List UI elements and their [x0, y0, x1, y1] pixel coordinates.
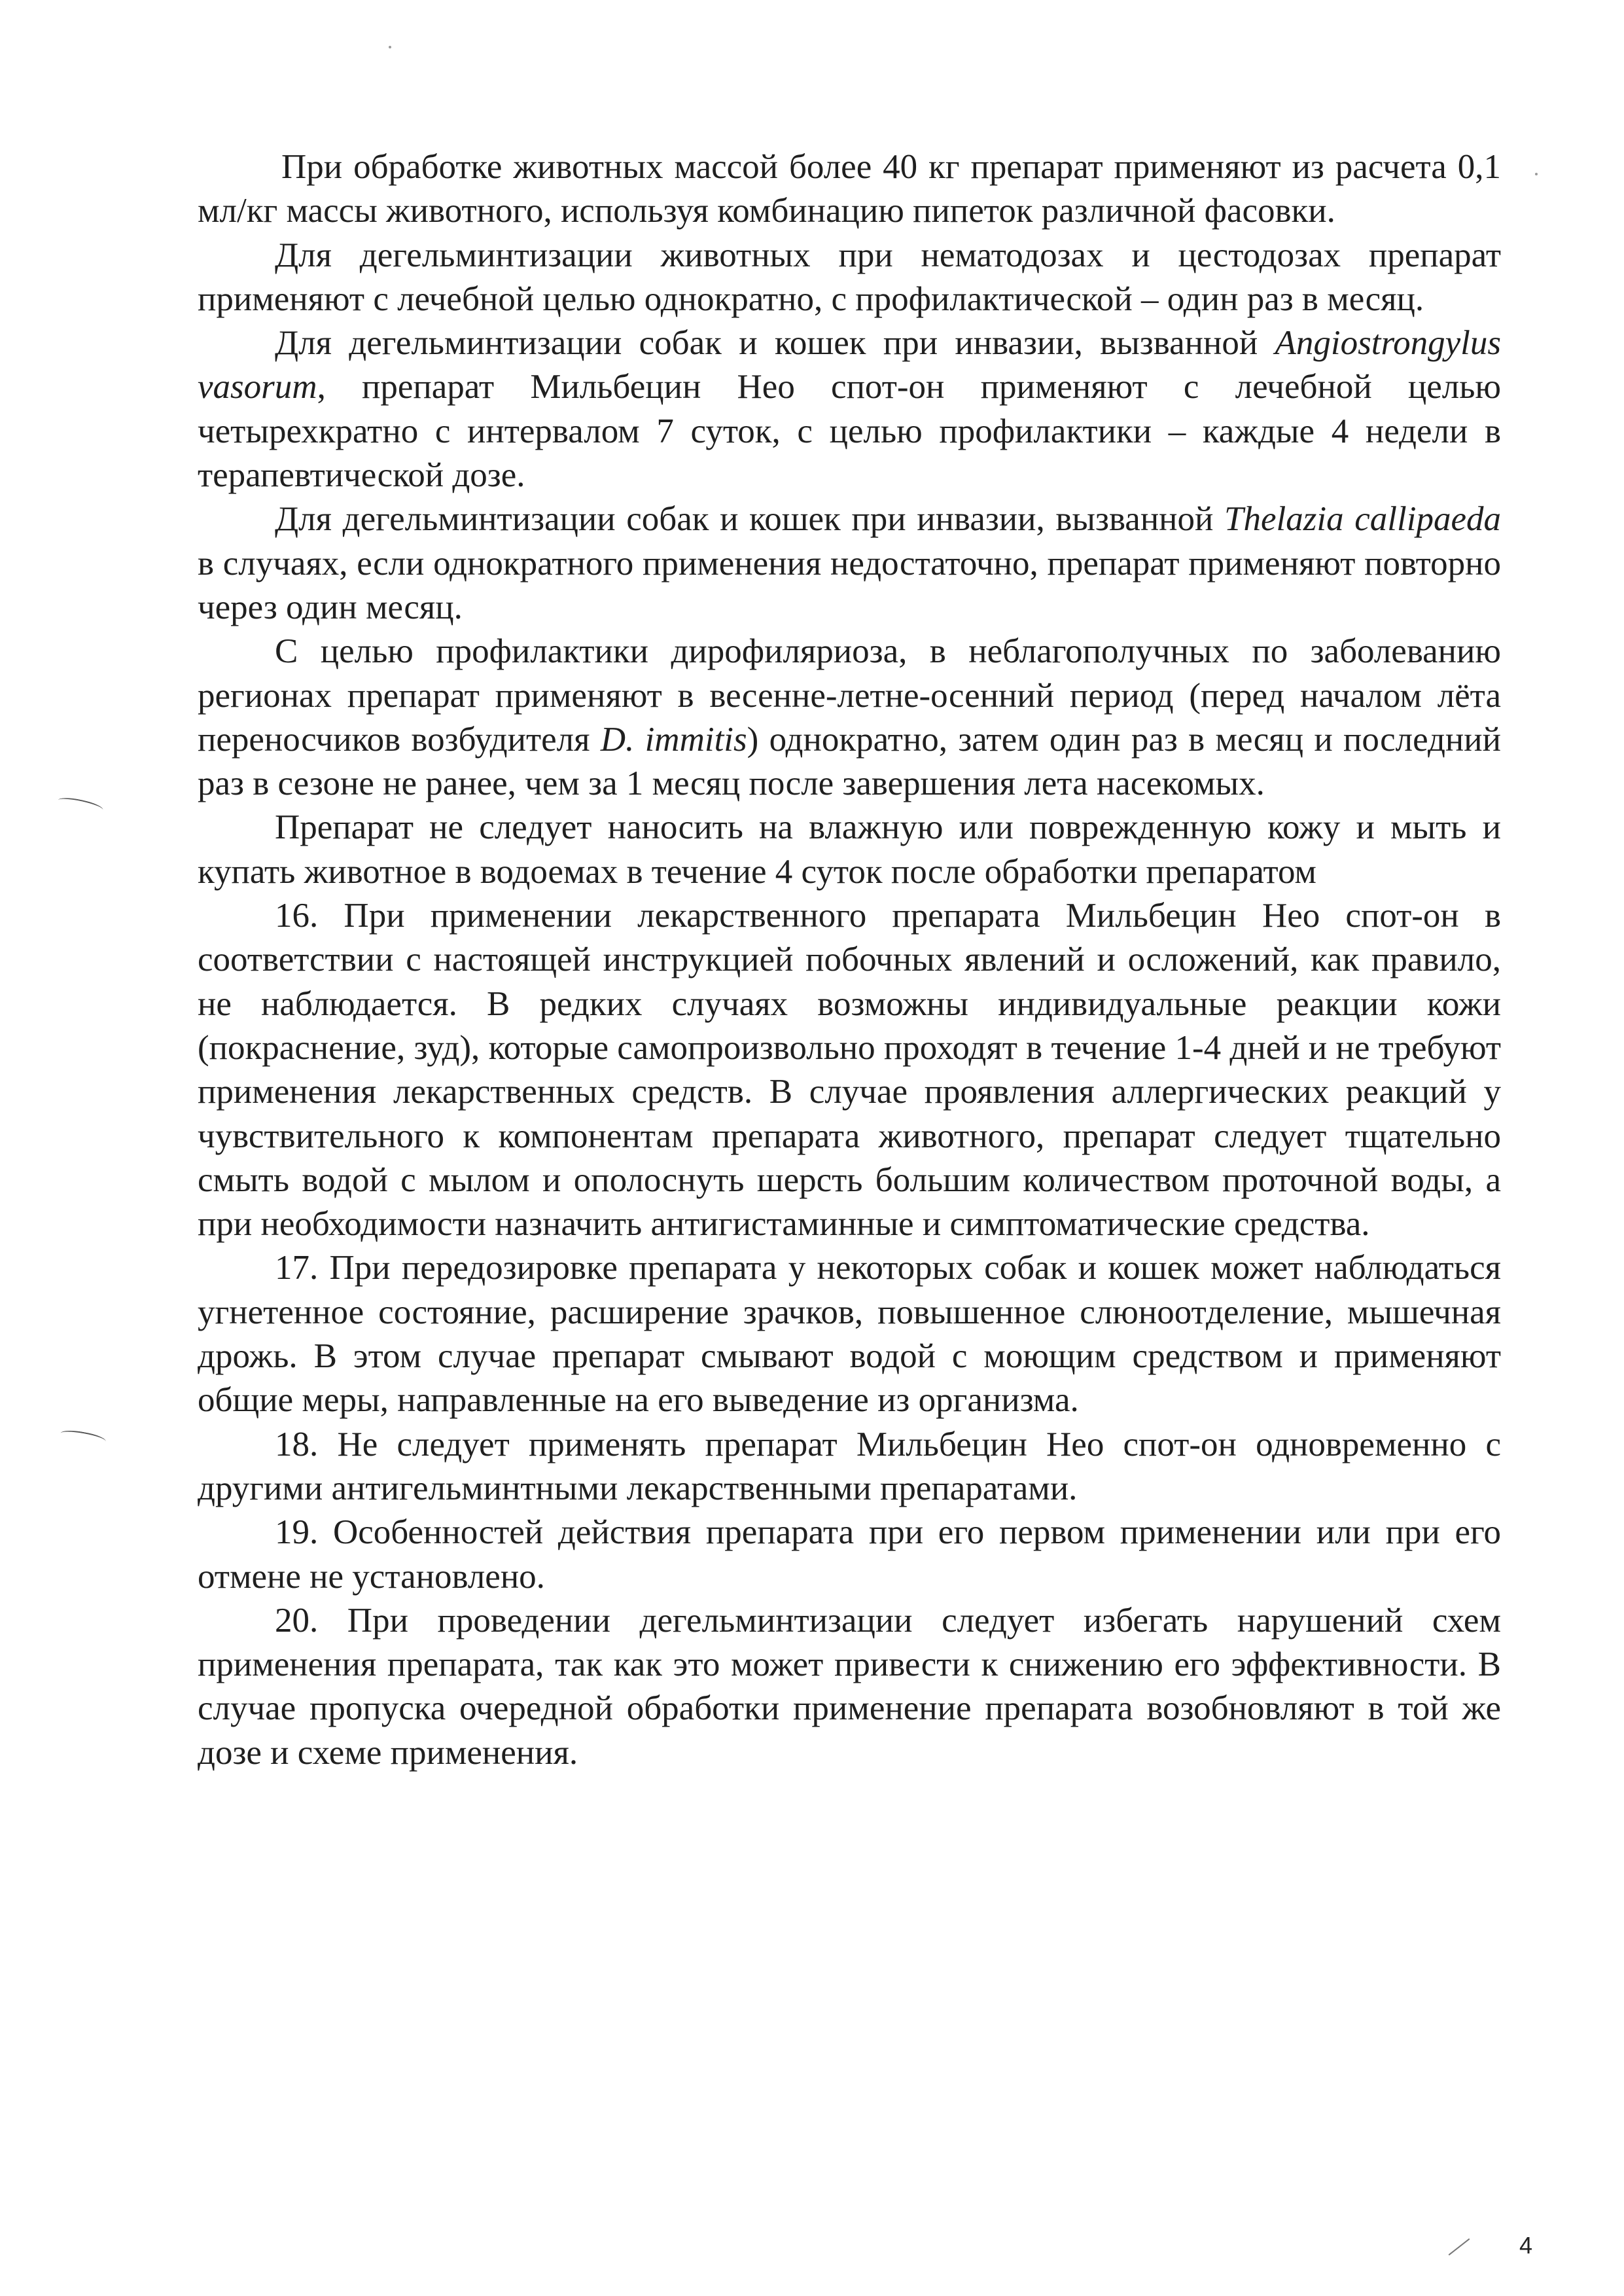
paragraph-text: в случаях, если однократного применения недостаточно, препарат применяют повторно через один месяц.: [198, 544, 1501, 626]
paragraph-text: С целью профилактики дирофиляриоза, в неблагополучных по заболеванию регионах препарат применяют в весенне-летне-осенний период (перед началом лёта переносчиков возбудителя: [198, 632, 1501, 759]
paragraph-application-restrictions: Препарат не следует наносить на влажную или поврежденную кожу и мыть и купать животное в водоемах в течение 4 суток после обработки препаратом: [198, 808, 1501, 891]
section-20-schedule: 20. При проведении дегельминтизации следует избегать нарушений схем применения препарата, так как это может привести к снижению его эффективности. В случае пропуска очередной обработки применение препарата возобновляют в той же дозе и схеме применения.: [198, 1601, 1501, 1772]
paragraph-text: ) однократно, затем один раз в месяц и последний раз в сезоне не ранее, чем за 1 месяц после завершения лета насекомых.: [198, 720, 1501, 803]
paragraph-dosage-over-40kg: При обработке животных массой более 40 кг препарат применяют из расчета 0,1 мл/кг массы животного, используя комбинацию пипеток различной фасовки.: [198, 148, 1501, 230]
species-name: D. immitis: [600, 720, 747, 759]
scan-speck: [1535, 173, 1538, 175]
pen-mark: [1449, 2238, 1470, 2255]
body-text: [198, 145, 1501, 1775]
paragraph-text: Для дегельминтизации собак и кошек при инвазии, вызванной: [275, 324, 1275, 363]
scan-speck: [389, 46, 391, 48]
species-name: Thelazia callipaeda: [1224, 500, 1501, 539]
paragraph-nematodes-cestodes: Для дегельминтизации животных при нематодозах и цестодозах препарат применяют с лечебной целью однократно, с профилактической – один раз в месяц.: [198, 236, 1501, 318]
paragraph-text: Для дегельминтизации собак и кошек при инвазии, вызванной: [275, 500, 1225, 539]
paragraph-dirofilariasis: [198, 630, 1501, 806]
scan-artifact: [57, 795, 104, 815]
species-name: Angiostrongylus vasorum: [198, 324, 1501, 406]
page-number: 4: [1519, 2232, 1533, 2259]
scan-artifact: [60, 1428, 107, 1446]
section-17-overdose: 17. При передозировке препарата у некоторых собак и кошек может наблюдаться угнетенное состояние, расширение зрачков, повышенное слюноотделение, мышечная дрожь. В этом случае препарат смывают водой с моющим средством и применяют общие меры, направленные на его выведение из организма.: [198, 1249, 1501, 1420]
section-19-first-use: 19. Особенностей действия препарата при его первом применении или при его отмене не установлено.: [198, 1513, 1501, 1596]
section-18-interactions: 18. Не следует применять препарат Мильбецин Нео спот-он одновременно с другими антигельминтными лекарственными препаратами.: [198, 1425, 1501, 1507]
section-16-side-effects: 16. При применении лекарственного препарата Мильбецин Нео спот-он в соответствии с настоящей инструкцией побочных явлений и осложений, как правило, не наблюдается. В редких случаях возможны индивидуальные реакции кожи (покраснение, зуд), которые самопроизвольно проходят в течение 1-4 дней и не требуют применения лекарственных средств. В случае проявления аллергических реакций у чувствительного к компонентам препарата животного, препарат следует тщательно смыть водой с мылом и ополоснуть шерсть большим количеством проточной воды, а при необходимости назначить антигистаминные и симптоматические средства.: [198, 897, 1501, 1244]
paragraph-angiostrongylus: [198, 321, 1501, 497]
paragraph-thelazia: [198, 497, 1501, 630]
paragraph-text: , препарат Мильбецин Нео спот-он применяют с лечебной целью четырехкратно с интервалом 7 суток, с целью профилактики – каждые 4 недели в терапевтической дозе.: [198, 368, 1501, 495]
